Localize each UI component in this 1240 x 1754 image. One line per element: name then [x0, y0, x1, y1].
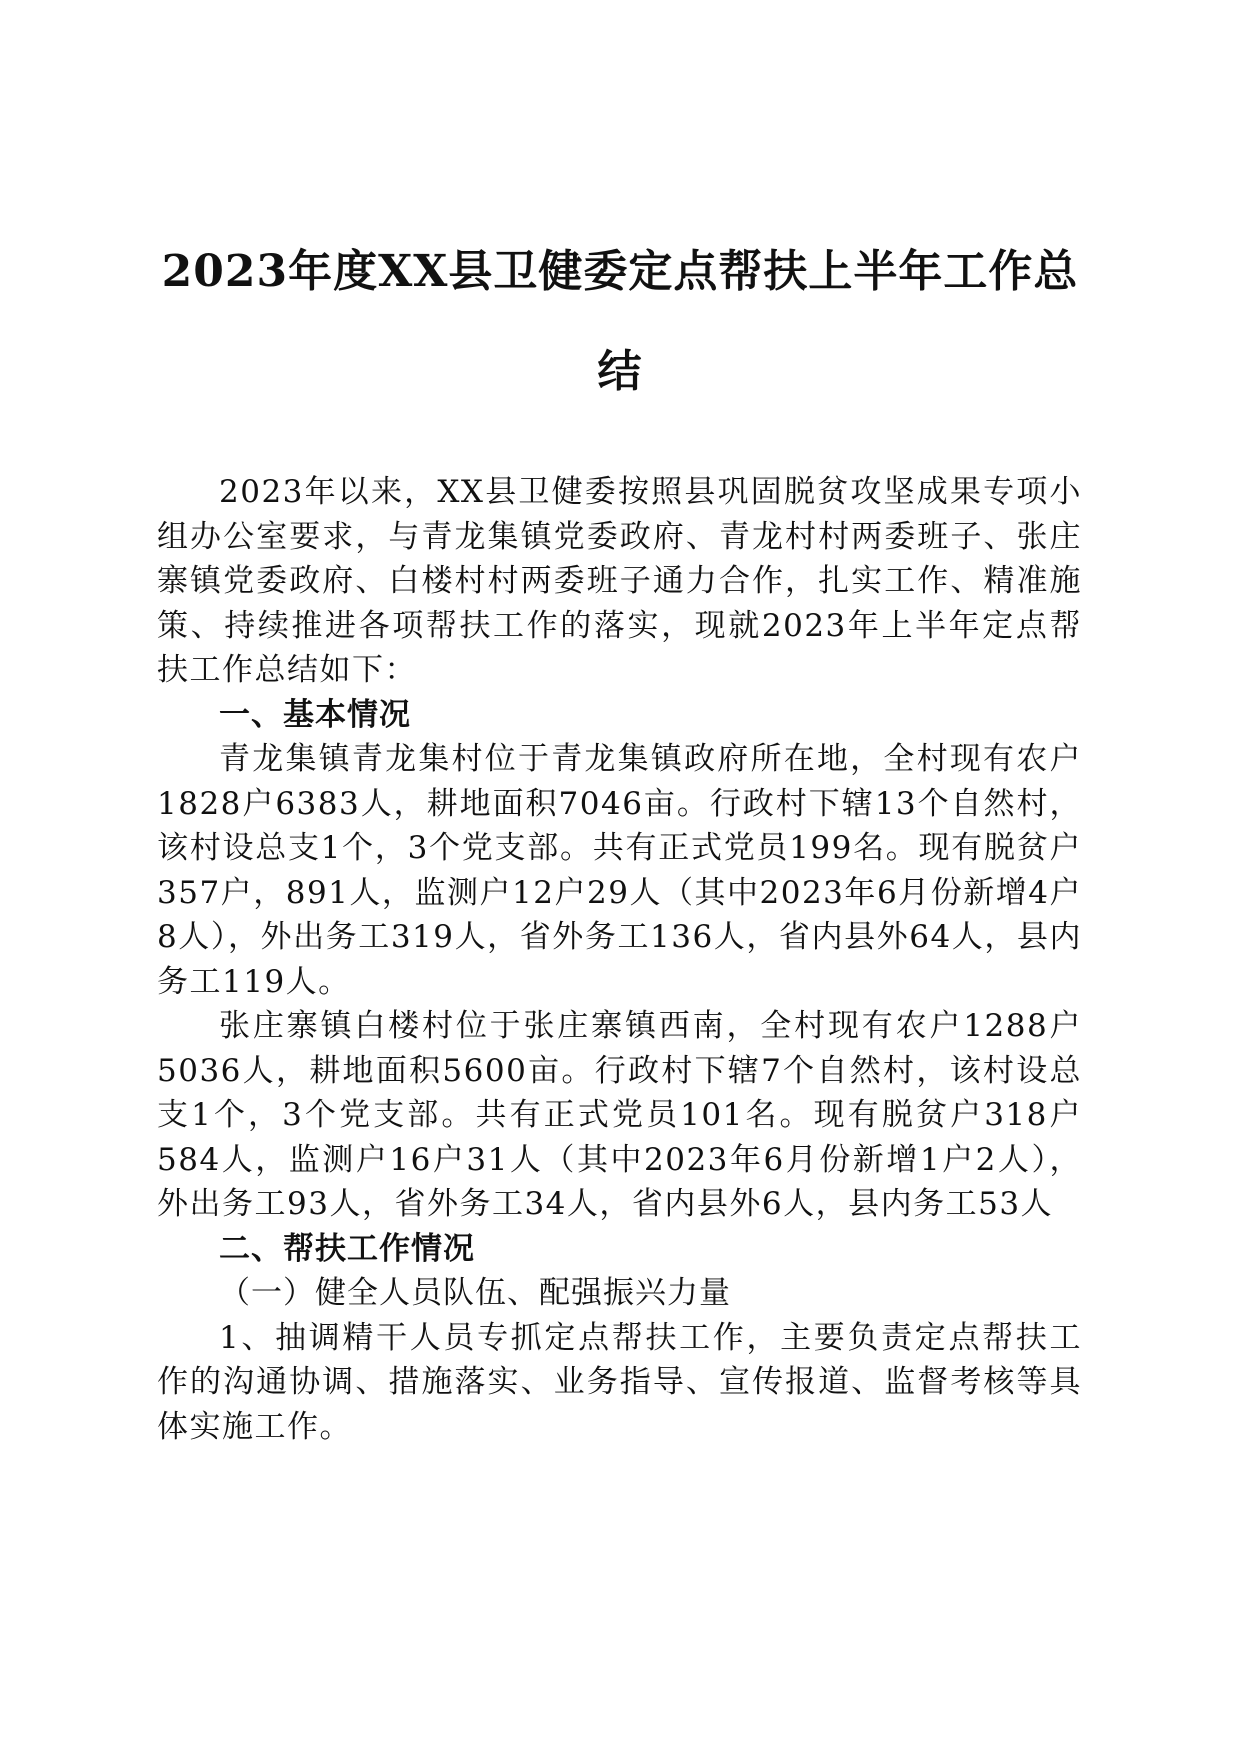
staffing-item-paragraph: 1、抽调精干人员专抓定点帮扶工作，主要负责定点帮扶工作的沟通协调、措施落实、业务指导、宣传报道、监督考核等具体实施工作。 [157, 1319, 1082, 1445]
qinglongji-village-paragraph: 青龙集镇青龙集村位于青龙集镇政府所在地，全村现有农户1828户6383人，耕地面积7046亩。行政村下辖13个自然村，该村设总支1个，3个党支部。共有正式党员199名。现有脱贫户357户，891人，监测户12户29人（其中2023年6月份新增4户8人），外出务工319人，省外务工136人，省内县外64人，县内务工119人。 [157, 741, 1082, 1000]
subsection-heading-staffing: （一）健全人员队伍、配强振兴力量 [219, 1275, 731, 1311]
section-heading-basic-info: 一、基本情况 [219, 696, 411, 733]
bailou-village-paragraph: 张庄寨镇白楼村位于张庄寨镇西南，全村现有农户1288户5036人，耕地面积5600亩。行政村下辖7个自然村，该村设总支1个，3个党支部。共有正式党员101名。现有脱贫户318户584人，监测户16户31人（其中2023年6月份新增1户2人），外出务工93人，省外务工34人，省内县外6人，县内务工53人 [157, 1008, 1082, 1222]
document-body [157, 470, 1082, 1449]
document-title: 2023年度XX县卫健委定点帮扶上半年工作总结 [161, 246, 1079, 397]
intro-paragraph: 2023年以来，XX县卫健委按照县巩固脱贫攻坚成果专项小组办公室要求，与青龙集镇党委政府、青龙村村两委班子、张庄寨镇党委政府、白楼村村两委班子通力合作，扎实工作、精准施策、持续推进各项帮扶工作的落实，现就2023年上半年定点帮扶工作总结如下： [157, 474, 1082, 688]
section-heading-assistance-work: 二、帮扶工作情况 [219, 1230, 475, 1267]
